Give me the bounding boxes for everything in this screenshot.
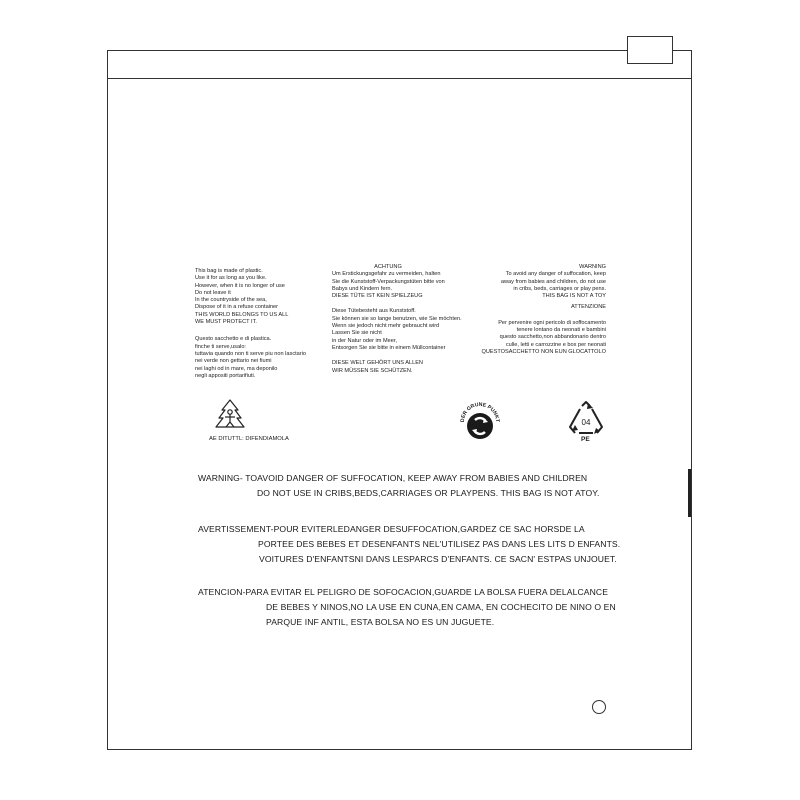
warning-line: AVERTISSEMENT-POUR EVITERLEDANGER DESUFFOCATION,GARDEZ CE SAC HORSDE LA [198, 524, 585, 534]
recycle-code: 04 [581, 418, 591, 427]
notice-line: Lassen Sie sie nicht [332, 330, 382, 337]
notice-heading: ATTENZIONE [570, 304, 606, 311]
notice-line: This bag is made of plastic. [195, 268, 263, 274]
english-warning [198, 471, 599, 501]
notice-line: nei laghi od in mare, ma deponilo [195, 365, 278, 372]
notice-line: Dispose of it in a refuse container [195, 304, 279, 311]
warning-line: VOITURES D'ENFANTSNI DANS LESPARCS D'ENFANTS. CE SACN' ESTPAS UNJOUET. [259, 554, 617, 564]
warning-line: DO NOT USE IN CRIBS,BEDS,CARRIAGES OR PLAYPENS. THIS BAG IS NOT ATOY. [257, 488, 600, 498]
warning-line: PORTEE DES BEBES ET DESENFANTS NEL'UTILISEZ PAS DANS LES LITS D ENFANTS. [258, 539, 621, 549]
notice-line: WIR MÜSSEN SIE SCHÜTZEN. [332, 367, 413, 374]
english-notice [195, 268, 306, 380]
notice-line: negli appositi portarifiuti. [195, 372, 256, 379]
notice-line: To avoid any danger of suffocation, keep [505, 271, 606, 278]
bag-tab [627, 36, 673, 64]
notice-line: Diese Tütebesteht aus Kunststoff. [332, 308, 416, 315]
recycle-triangle-icon [566, 400, 606, 436]
notice-line: DIESE TÜTE IST KEIN SPIELZEUG [332, 293, 423, 300]
tidyman-tree-icon [213, 398, 247, 432]
german-notice [332, 264, 462, 375]
notice-heading: ACHTUNG [374, 264, 402, 270]
notice-line: DIESE WELT GEHÖRT UNS ALLEN [332, 360, 423, 367]
notice-line: QUESTOSACCHETTO NON EUN GLOCATTOLO [481, 348, 606, 355]
tear-notch [688, 469, 691, 517]
notice-line: in der Natur oder im Meer, [332, 337, 397, 344]
notice-line: in cribs, beds, carriages or play pens. [513, 285, 606, 292]
notice-line: questo sacchetto,non abbandonario dentro [499, 334, 606, 341]
notice-line: nei verde non gettario nei fiumi [195, 358, 272, 365]
hang-hole [592, 700, 606, 714]
notice-line: However, when it is no longer of use [195, 282, 285, 289]
green-dot-icon [457, 398, 503, 444]
right-warning-notice [478, 264, 606, 356]
notice-line: THIS WORLD BELONGS TO US ALL [195, 311, 289, 318]
notice-line: Um Erstickungsgefahr zu vermeiden, halten [332, 271, 441, 278]
forest-caption: AE DITUTTL: DIFENDIAMOLA [209, 436, 289, 442]
notice-line: WE MUST PROTECT IT. [195, 319, 257, 326]
notice-line: away from babies and children, do not use [500, 278, 606, 285]
recycle-material: PE [581, 436, 590, 443]
notice-line: Sie können sie so lange benutzen, wie Sie möchten. [332, 315, 462, 322]
notice-line: Per pervenire ogni pericolo di soffocamento [498, 319, 606, 326]
notice-line: Use it for as long as you like. [195, 275, 267, 282]
french-warning [198, 522, 620, 567]
notice-line: Questo sacchetto e di plastica. [195, 336, 272, 343]
warning-line: ATENCION-PARA EVITAR EL PELIGRO DE SOFOCACION,GUARDE LA BOLSA FUERA DELALCANCE [198, 587, 609, 597]
notice-line: Entsorgen Sie sie bitte in einem Müllcontainer [332, 344, 446, 351]
spanish-warning [198, 585, 616, 630]
green-dot-text: DER GRUNE PUNKT [459, 401, 501, 423]
warning-line: DE BEBES Y NINOS,NO LA USE EN CUNA,EN CAMA, EN COCHECITO DE NINO O EN [266, 602, 616, 612]
notice-line: Sie die Kunststoff-Verpackungstüten bitte von [332, 278, 445, 285]
notice-line: Wenn sie jedoch nicht mehr gebraucht wird [332, 323, 440, 330]
notice-line: tuttavia quando non ti serve piu non lasctario [195, 350, 307, 357]
warning-line: WARNING- TOAVOID DANGER OF SUFFOCATION, KEEP AWAY FROM BABIES AND CHILDREN [198, 473, 588, 483]
notice-line: Do not leave it [195, 289, 231, 296]
notice-line: finche ti serve,usalo: [195, 343, 246, 350]
notice-line: tenere lontano da neonati e bambini [516, 327, 606, 334]
notice-line: THIS BAG IS NOT A TOY [542, 293, 606, 300]
notice-heading: WARNING [579, 264, 606, 270]
notice-line: Babys und Kindern fern. [332, 285, 393, 292]
warning-line: PARQUE INF ANTIL, ESTA BOLSA NO ES UN JUGUETE. [266, 617, 495, 627]
seal-line [107, 78, 692, 79]
notice-line: In the countryside of the sea, [195, 297, 267, 304]
notice-line: culle, letti e carrozzine e box per neonati [505, 341, 606, 348]
